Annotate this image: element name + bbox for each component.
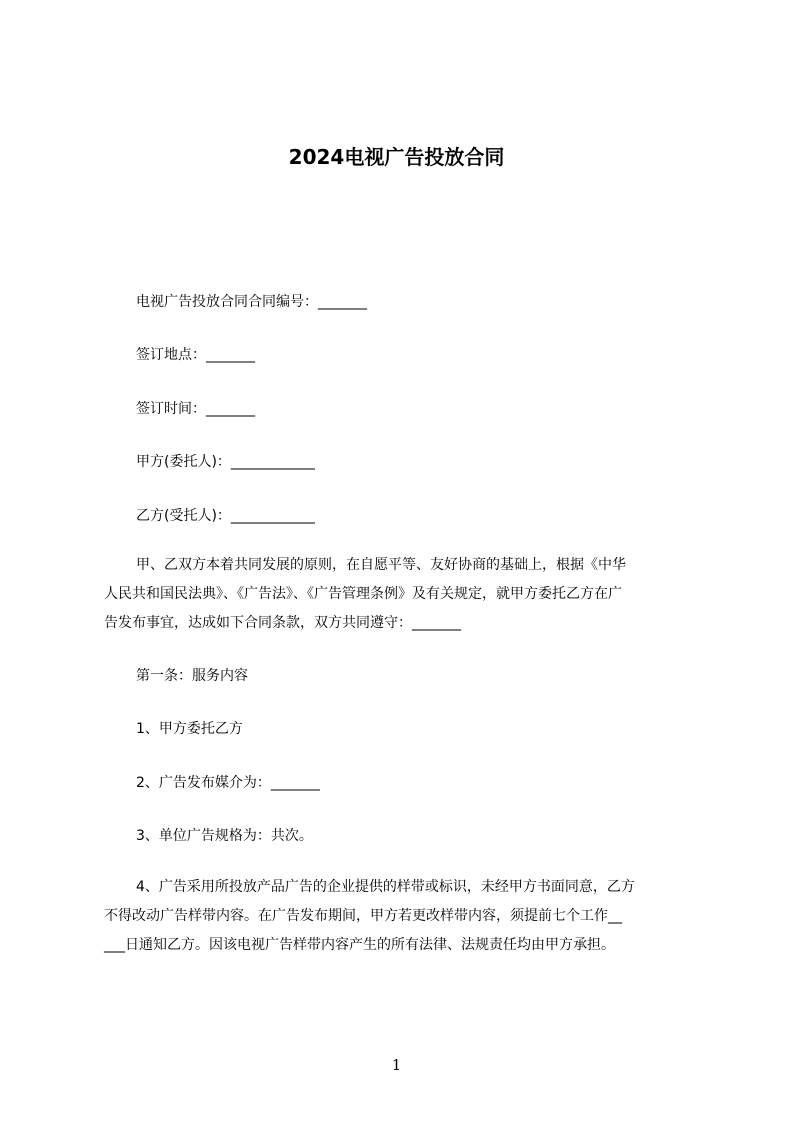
party-b-field: 乙方(受托人)：____________ [136,508,315,524]
article-heading: 第一条：服务内容 [136,668,248,684]
page-title: 2024电视广告投放合同 [288,145,505,169]
preamble-line: 告发布事宜，达成如下合同条款，双方共同遵守：_______ [104,615,461,631]
page-number: 1 [391,1056,402,1074]
preamble-paragraph [104,551,714,638]
item4-line: 4、广告采用所投放产品广告的企业提供的样带或标识，未经甲方书面同意，乙方 [136,879,635,895]
item4-paragraph [104,873,714,960]
list-item: 1、甲方委托乙方 [136,721,243,737]
party-a-field: 甲方(委托人)：____________ [136,454,315,470]
contract-number-field: 电视广告投放合同合同编号：_______ [136,294,367,310]
preamble-line: 人民共和国民法典》、《广告法》、《广告管理条例》及有关规定，就甲方委托乙方在广 [104,586,622,602]
signing-place-field: 签订地点：_______ [136,347,255,363]
list-item: 3、单位广告规格为：共次。 [136,828,313,844]
item4-line: ___日通知乙方。因该电视广告样带内容产生的所有法律、法规责任均由甲方承担。 [104,937,615,953]
signing-time-field: 签订时间：_______ [136,401,255,417]
preamble-line: 甲、乙双方本着共同发展的原则，在自愿平等、友好协商的基础上，根据《中华 [136,557,626,573]
list-item: 2、广告发布媒介为：_______ [136,775,320,791]
item4-line: 不得改动广告样带内容。在广告发布期间，甲方若更改样带内容，须提前七个工作__ [104,908,622,924]
